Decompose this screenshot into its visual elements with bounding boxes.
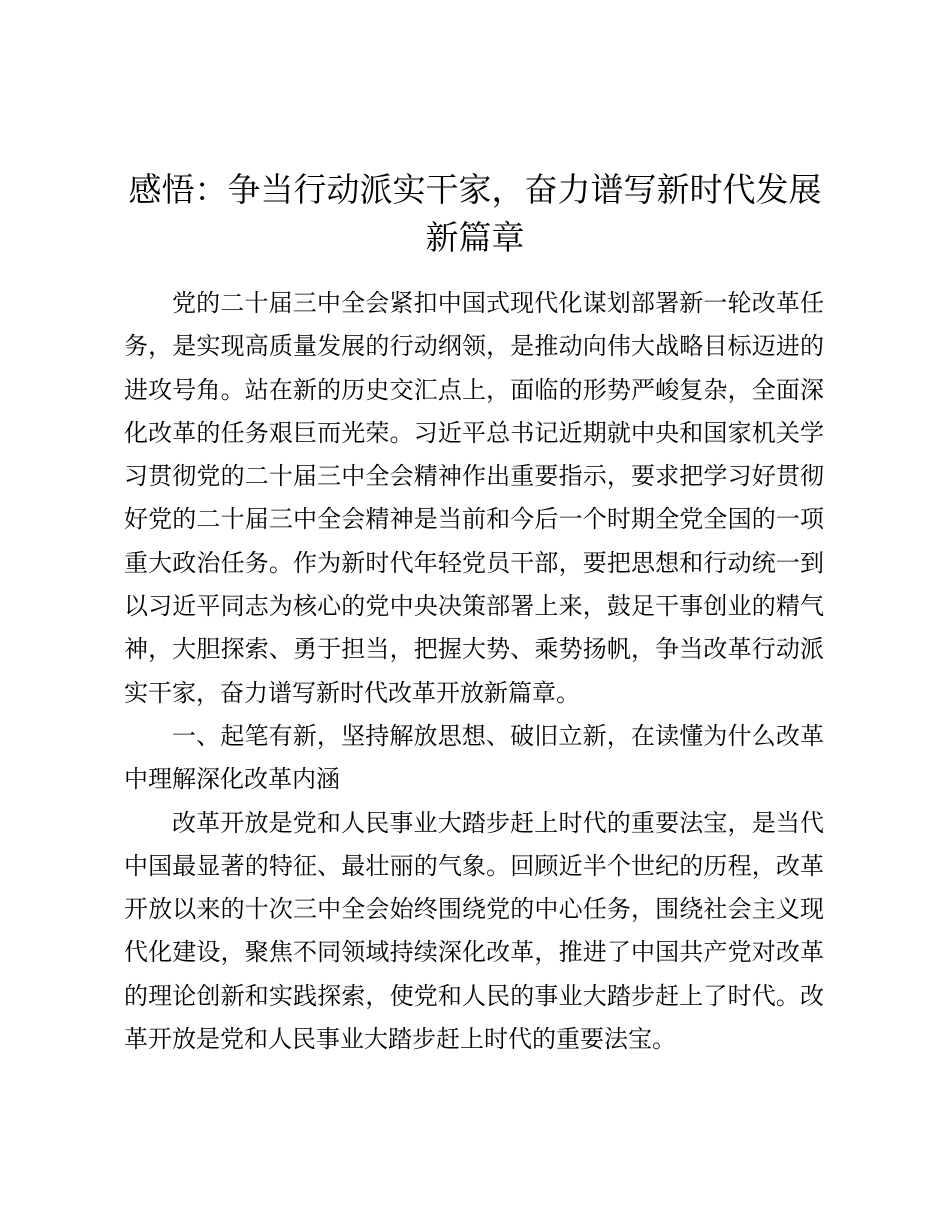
section-heading-1: 一、起笔有新，坚持解放思想、破旧立新，在读懂为什么改革中理解深化改革内涵 xyxy=(124,721,824,794)
document-title: 感悟：争当行动派实干家，奋力谱写新时代发展新篇章 xyxy=(128,170,822,257)
document-body xyxy=(124,282,824,1061)
paragraph-intro: 党的二十届三中全会紧扣中国式现代化谋划部署新一轮改革任务，是实现高质量发展的行动纲领，是推动向伟大战略目标迈进的进攻号角。站在新的历史交汇点上，面临的形势严峻复杂，全面深化改革的任务艰巨而光荣。习近平总书记近期就中央和国家机关学习贯彻党的二十届三中全会精神作出重要指示，要求把学习好贯彻好党的二十届三中全会精神是当前和今后一个时期全党全国的一项重大政治任务。作为新时代年轻党员干部，要把思想和行动统一到以习近平同志为核心的党中央决策部署上来，鼓足干事创业的精气神，大胆探索、勇于担当，把握大势、乘势扬帆，争当改革行动派实干家，奋力谱写新时代改革开放新篇章。 xyxy=(124,289,824,707)
paragraph-section-1: 改革开放是党和人民事业大踏步赶上时代的重要法宝，是当代中国最显著的特征、最壮丽的气象。回顾近半个世纪的历程，改革开放以来的十次三中全会始终围绕党的中心任务，围绕社会主义现代化建设，聚焦不同领域持续深化改革，推进了中国共产党对改革的理论创新和实践探索，使党和人民的事业大踏步赶上了时代。改革开放是党和人民事业大踏步赶上时代的重要法宝。 xyxy=(124,808,824,1054)
